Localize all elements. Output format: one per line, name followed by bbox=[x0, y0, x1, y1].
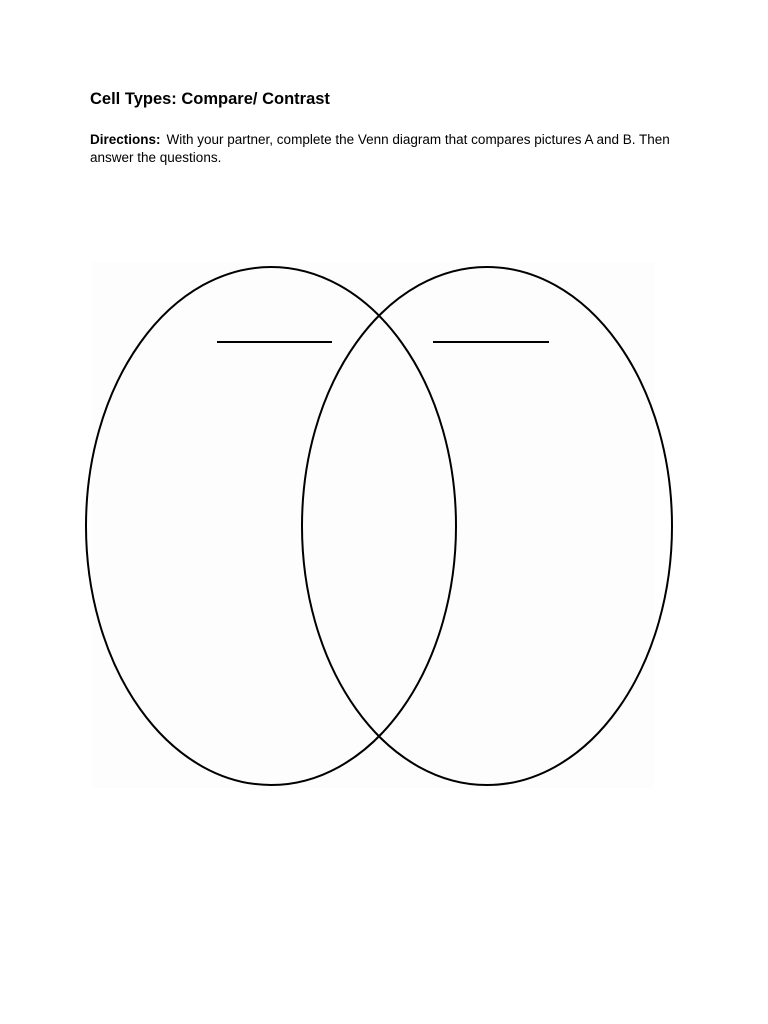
directions-label: Directions: bbox=[90, 132, 161, 147]
page-title: Cell Types: Compare/ Contrast bbox=[90, 90, 330, 108]
directions-text: With your partner, complete the Venn diagram that compares pictures A and B. Then answer the questions. bbox=[90, 132, 670, 165]
diagram-background bbox=[92, 262, 654, 788]
